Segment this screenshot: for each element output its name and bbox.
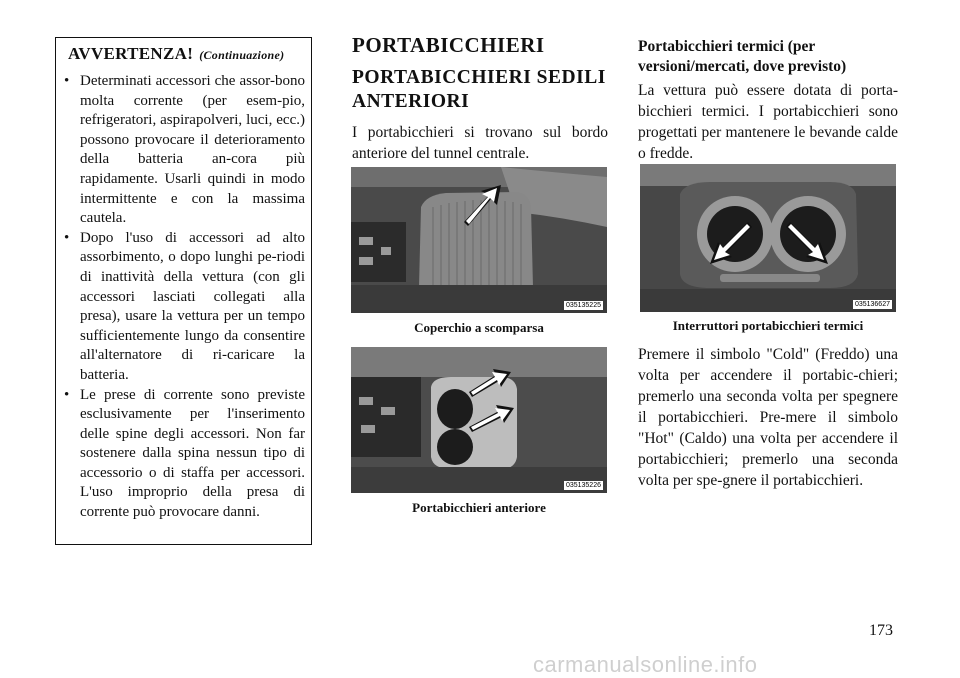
figure-code: 035135225: [565, 302, 601, 309]
heated-paragraph-2: Premere il simbolo "Cold" (Freddo) una volta per accendere il portabic-chieri; premerlo una seconda volta per spegnere il portabicchieri. Pre-mere il simbolo "Hot" (Caldo) una volta per accendere il portabicchieri; premerlo una seconda volta per spe-gnere il portabicchieri.: [638, 346, 898, 489]
section-subtitle: PORTABICCHIERI SEDILI ANTERIORI: [352, 67, 606, 112]
heated-title: Portabicchieri termici (per versioni/mercati, dove previsto): [638, 38, 847, 75]
bullet-icon: •: [64, 73, 70, 89]
section-title: PORTABICCHIERI: [352, 33, 545, 57]
warning-item: [62, 386, 305, 523]
section-intro: I portabicchieri si trovano sul bordo anteriore del tunnel centrale.: [352, 124, 608, 162]
bullet-icon: •: [64, 229, 70, 246]
warning-item-text: Le prese di corrente sono previste esclusivamente per l'inserimento delle spine degli accessori. Non far sostenere dalla spina nessun tipo di accessorio o di staffa per accessori. L'uso improprio della presa di corrente può provocare danni.: [80, 386, 305, 521]
warning-item-text: Determinati accessori che assor-bono molta corrente (per esem-pio, refrigeratori, aspirapolveri, luci, ecc.) possono provocare il deterioramento della batteria an-cora più rapidamente. Usarli quindi in modo intermittente e con la massima cautela.: [80, 73, 305, 227]
warning-box: [55, 37, 312, 545]
page-number: 173: [869, 622, 893, 639]
photo-heated-cupholders: [640, 164, 896, 312]
figure-caption: Coperchio a scomparsa: [414, 320, 544, 335]
warning-title-text: AVVERTENZA!: [68, 44, 194, 63]
figure-code: 035135226: [565, 482, 601, 489]
bullet-icon: •: [64, 386, 70, 403]
photo-sliding-cover: [351, 167, 607, 313]
figure-caption: Interruttori portabicchieri termici: [672, 318, 864, 333]
figure-code: 035136627: [854, 301, 890, 308]
warning-item-text: Dopo l'uso di accessori ad alto assorbimento, o dopo lunghi pe-riodi di inattività della vettura (con gli accessori lasciati collegati alla presa), usare la vettura per un tempo sufficientemente lungo da consentire all'alternatore di ri-caricare la batteria.: [80, 229, 305, 383]
watermark: carmanualsonline.info: [533, 652, 758, 677]
warning-title: [68, 44, 305, 64]
heated-paragraph-1: La vettura può essere dotata di porta-bicchieri termici. I portabicchieri sono progettati per mantenere le bevande calde o fredde.: [638, 82, 898, 162]
figure-caption: Portabicchieri anteriore: [412, 500, 546, 515]
photo-front-cupholder: [351, 347, 607, 493]
warning-item: [62, 72, 305, 229]
warning-item: [62, 229, 305, 386]
warning-continuation: (Continuazione): [199, 48, 285, 62]
warning-list: [62, 72, 305, 523]
